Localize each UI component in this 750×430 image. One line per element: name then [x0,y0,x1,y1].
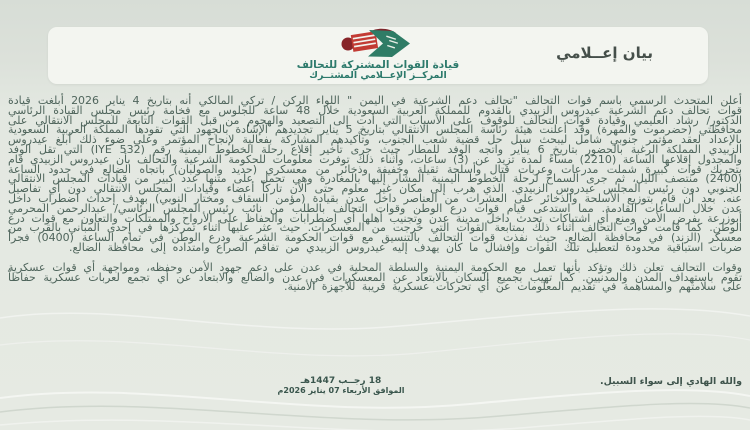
statement-paragraph-1: أعلن المتحدث الرسمي باسم قوات التحالف "تحالف دعم الشرعية في اليمن " اللواء الركن / تركي المالكي أنه بتاريخ 4 يناير 2026 أبلغت قيادة قوات تحالف دعم الشرعية عيدروس الزبيدي بالقدوم للمملكة العربية السعودية خلال 48 ساعة للجلوس مع فخامة رئيس مجلس القيادة الرئاسي الدكتور/ رشاد العليمي وقيادة قوات التحالف للوقوف على الأسباب التي أدت إلى التصعيد والهجوم من قبل القوات التابعة للمجلس الانتقالي على محافظتي (حضرموت والمهرة) وقد أعلنت هيئة رئاسة المجلس الانتقالي بتاريخ 5 يناير تجديدهم الإشادة بالجهود التي تقودها المملكة العربية السعودية بالإعداد لعقد مؤتمر جنوبي شامل ليبحث سبل حل قضية شعب الجنوب، وتأكيدهم المشاركة بفعالية لإنجاح المؤتمر وعلى ضوء ذلك أبلغ عيدروس الزبيدي المملكة الرغبة بالحضور بتاريخ 6 يناير واتجه الوفد للمطار حيث جرى تأخير إقلاع رحلة الخطوط اليمنية رقم (IYE 532) التي تقل الوفد والمجدول إقلاعها الساعة (2210) مساءً لمدة تزيد عن (3) ساعات، وأثناء ذلك توفرت معلومات للحكومة الشرعية والتحالف بأن عيدروس الزبيدي قام بتحريك قوات كبيرة شملت مدرعات وعربات قتال وأسلحة ثقيلة وخفيفة وذخائر من معسكري (حديد والصولبان) باتجاه الضالع في حدود الساعة (2400) منتصف الليل، ثم جرى السماح لرحلة الخطوط اليمنية المشار إليها بالمغادرة وهي تحمل على متنها عدد كبير من قيادات المجلس الانتقالي الجنوبي دون رئيس المجلس عيدروس الزبيدي. الذي هرب إلى مكان غير معلوم حتى الآن تاركاً أعضاء وقيادات المجلس الانتقالي دون أي تفاصيل عنه. بعد أن قام بتوزيع الأسلحة والذخائر على العشرات من العناصر داخل عدن بقيادة (مؤمن السقاف ومختار النوبي) بهدف إحداث اضطراب داخل عدن خلال الساعات القادمة. مما استدعى قيام قوات درع الوطن وقوات التحالف بالطلب من نائب رئيس المجلس الرئاسي/ عبدالرحمن المحرمي أبوزرعة بفرض الأمن ومنع أي اشتباكات تحدث داخل مدينة عدن وتجنيب أهلها أي اضطرابات والحفاظ على الأرواح والممتلكات والتعاون مع قوات درع الوطن. كما قامت قوات التحالف أثناء ذلك بمتابعة القوات التي خرجت من المعسكرات. حيث عثر عليها أثناء تمركزها في إحدى المباني بالقرب من معسكر (الزند) في محافظة الضالع. حيث نفذت قوات التحالف بالتنسيق مع قوات الحكومة الشرعية ودرع الوطن في تمام الساعة (0400) فجراً ضربات استباقية محدودة لتعطيل تلك القوات وإفشال ما كان يهدف إليه عيدروس الزبيدي من تفاقم الصراع وامتداده إلى محافظة الضالع. [8,94,742,254]
coalition-logo-block [258,28,498,81]
date-block [274,376,408,396]
statement-body [8,96,742,292]
org-name-line2: المركــز الإعــلامي المشتــرك [309,70,447,81]
coalition-emblem-icon [340,28,416,59]
header-card [48,27,708,84]
closing-line: والله الهادي إلى سواء السبيل. [599,376,742,387]
org-name-line1: قيادة القوات المشتركة للتحالف [296,59,460,71]
hijri-date: 18 رجــب 1447هـ [300,376,382,386]
gregorian-date: الموافق الأربعاء 07 يناير 2026م [277,386,405,395]
statement-title: بيان إعــلامي [556,44,653,62]
statement-paragraph-2: وقوات التحالف تعلن ذلك وتؤكد بأنها تعمل مع الحكومة اليمنية والسلطة المحلية في عدن على دعم جهود الأمن وحفظه، ومواجهة أي قوات عسكرية تقوم باستهداف المدن والمدنيين. كما تهيب بجميع السكان بالابتعاد عن المعسكرات في عدن والضالع والابتعاد عن أي تجمع لعربات عسكرية حفاظاً على سلامتهم والمساهمة في تقديم المعلومات عن أي تحركات عسكرية قريبة للأجهزة الأمنية. [8,260,742,294]
